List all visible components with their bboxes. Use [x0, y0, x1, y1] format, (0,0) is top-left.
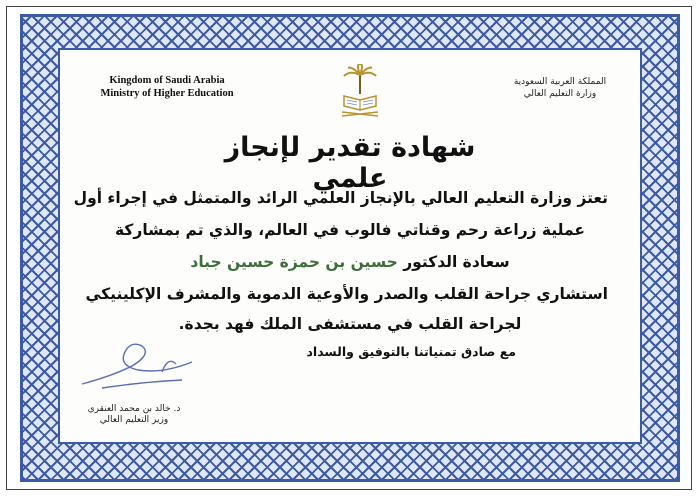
header-arabic [500, 76, 620, 100]
honorific: سعادة الدكتور [403, 253, 510, 271]
certificate-title: شهادة تقدير لإنجاز علمي [224, 132, 476, 194]
body-line-5: لجراحة القلب في مستشفى الملك فهد بجدة. [178, 315, 522, 333]
palm-tree-icon [344, 64, 376, 94]
crossed-swords-icon [342, 112, 378, 116]
body-line-1: تعتز وزارة التعليم العالي بالإنجاز العلمي الرائد والمتمثل في إجراء أول [73, 189, 608, 207]
header-arabic-line2: وزارة التعليم العالي [523, 89, 597, 99]
closing-line: مع صادق تمنياتنا بالتوفيق والسداد [306, 344, 516, 359]
signatory-role: وزير التعليم العالي [99, 415, 169, 425]
header-arabic-line1: المملكة العربية السعودية [513, 77, 607, 87]
header-english-line1: Kingdom of Saudi Arabia [109, 75, 225, 86]
recipient-name: حسين بن حمزة حسين جباد [190, 253, 398, 271]
handwritten-signature [72, 336, 222, 396]
signatory-block [74, 404, 194, 426]
ministry-emblem-icon [338, 64, 382, 118]
open-book-icon [344, 96, 376, 110]
header-english-line2: Ministry of Higher Education [100, 88, 234, 99]
signatory-name: د. خالد بن محمد العنقري [87, 404, 181, 414]
body-line-3 [92, 252, 608, 272]
body-line-4: استشاري جراحة القلب والصدر والأوعية الدموية والمشرف الإكلينيكي [85, 285, 608, 303]
header-english [92, 74, 242, 100]
body-line-2: عملية زراعة رحم وقناتي فالوب في العالم، والذي تم بمشاركة [115, 221, 585, 239]
